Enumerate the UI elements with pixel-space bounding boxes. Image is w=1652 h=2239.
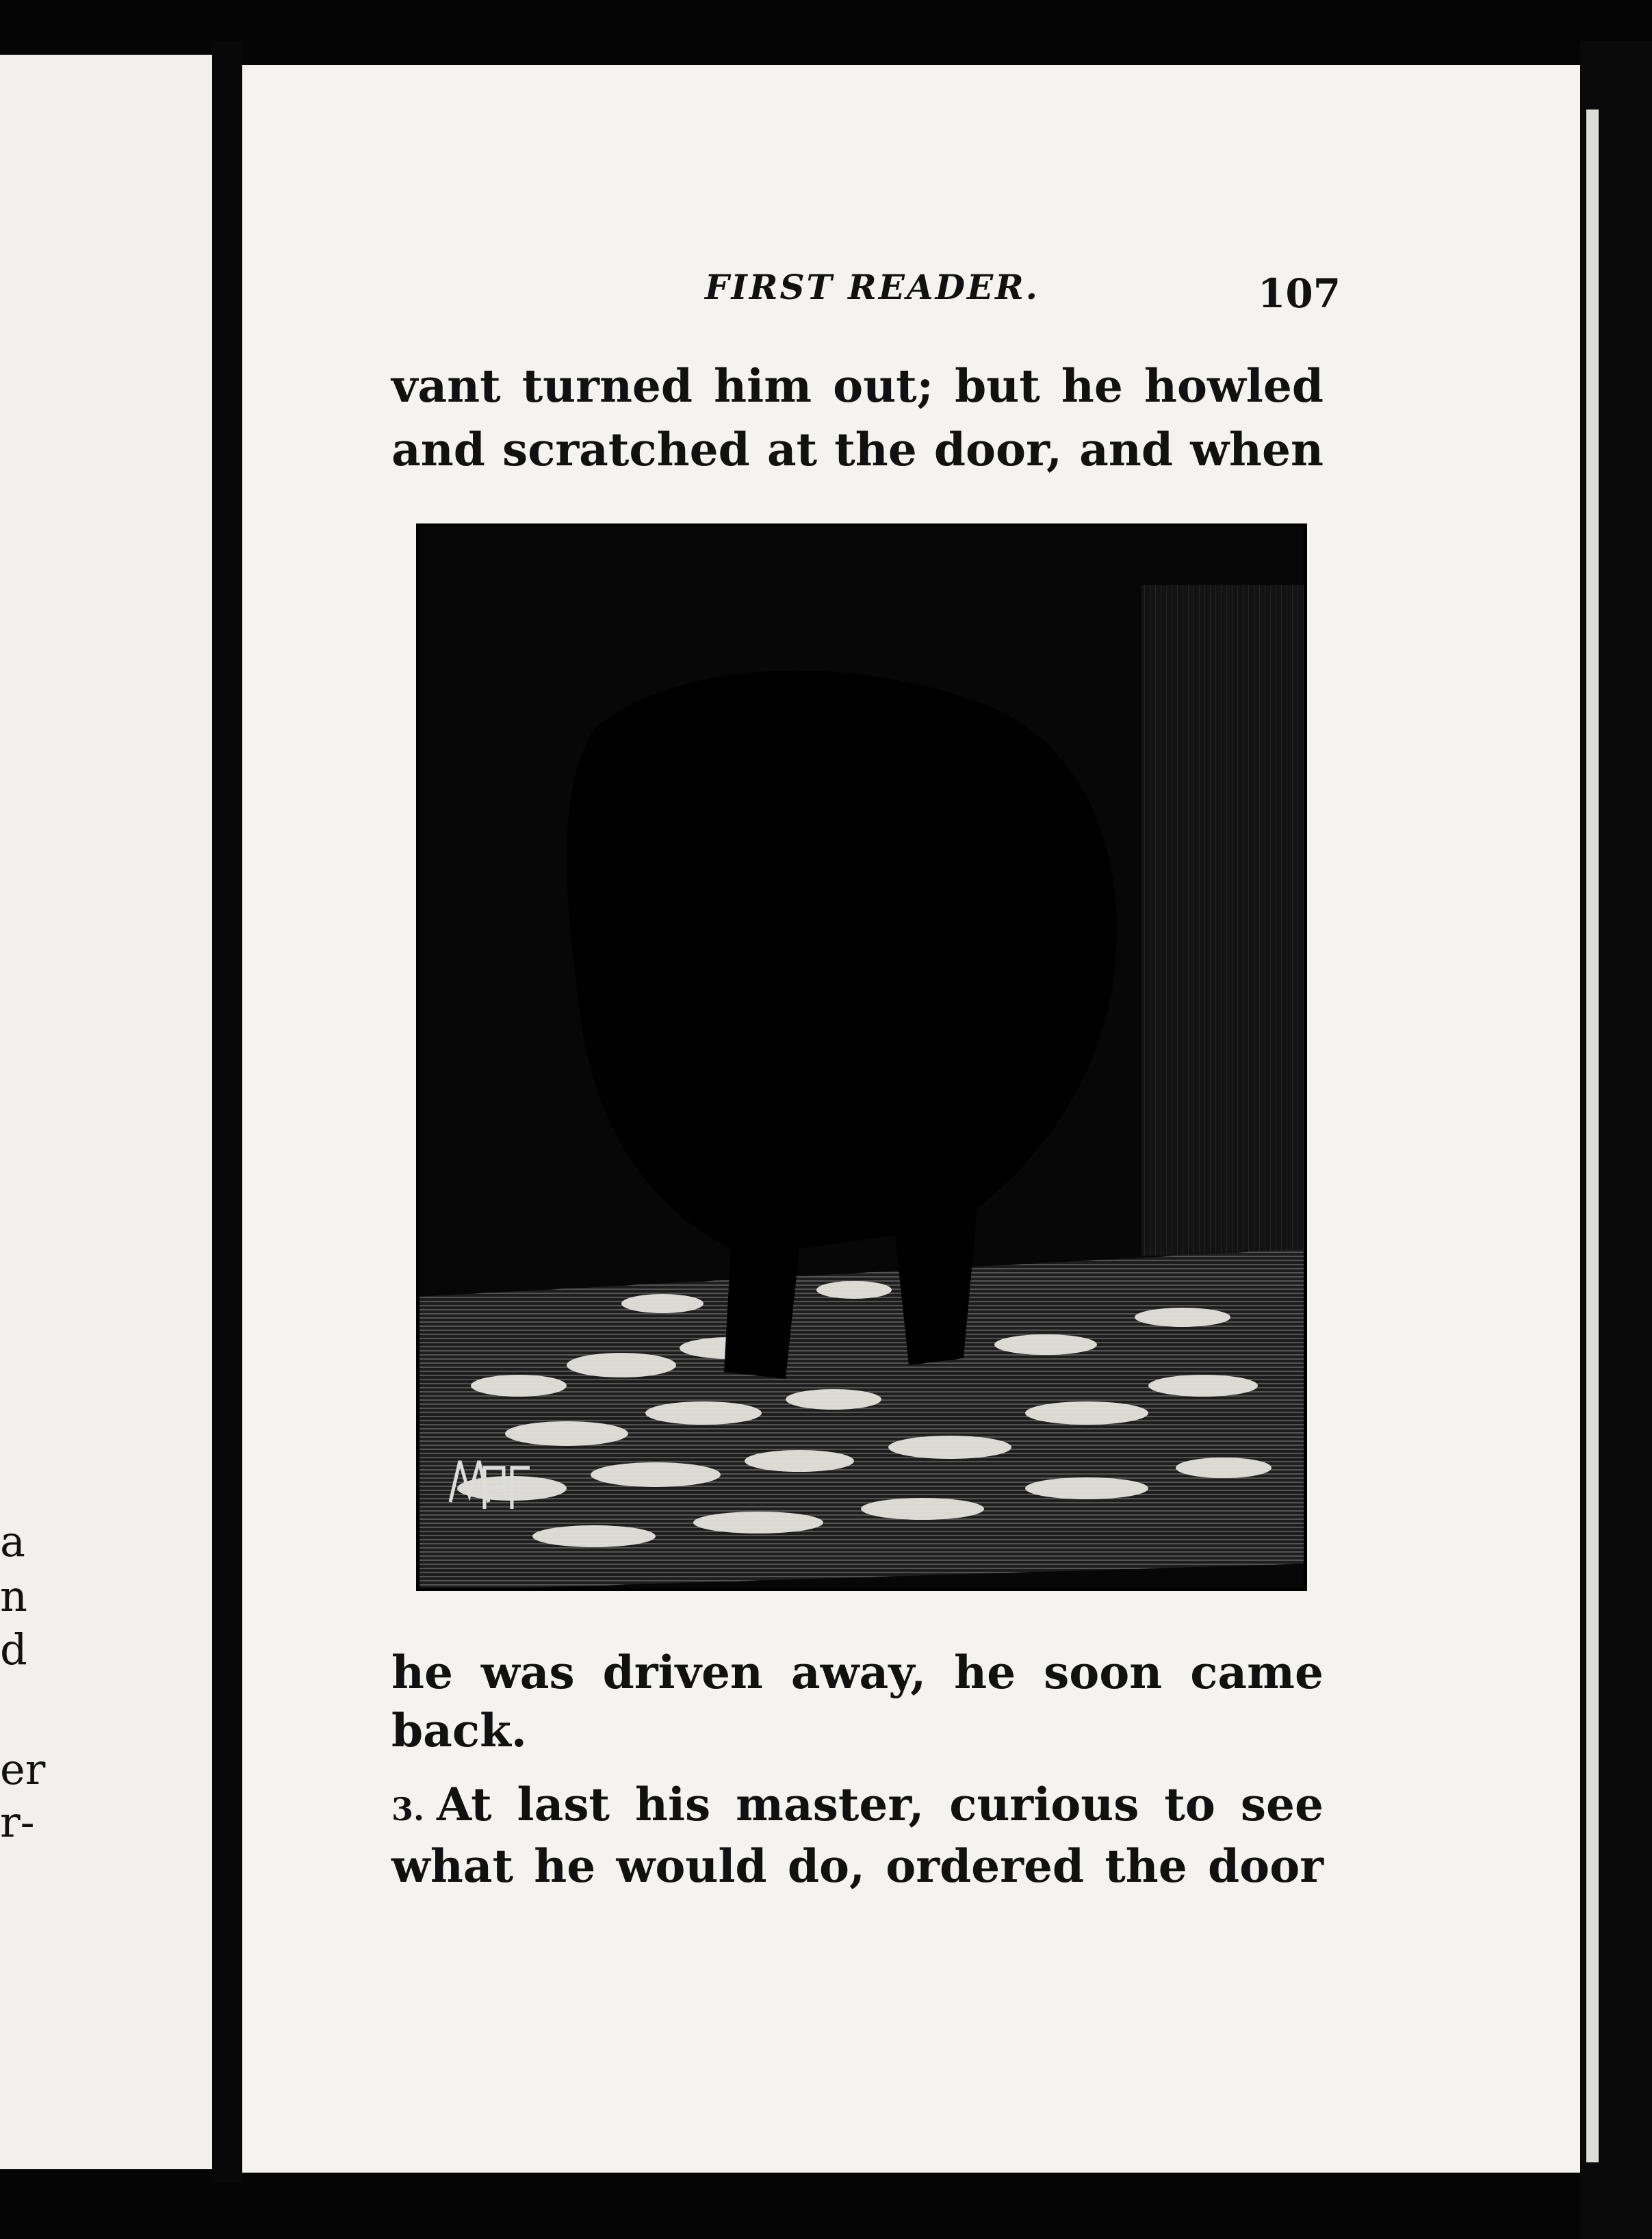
left-text-fragment: r- [0, 1797, 35, 1847]
left-text-fragment: n [0, 1571, 27, 1621]
left-text-fragment: d [0, 1625, 27, 1674]
page-edge-strip [1586, 109, 1599, 2162]
left-text-fragment: er [0, 1744, 46, 1794]
dog-illustration [416, 523, 1307, 1591]
previous-page-fragment [0, 55, 212, 2169]
text-line: what he would do, ordered the door [391, 1839, 1324, 1893]
text-line: At last his master, curious to see [437, 1778, 1324, 1831]
text-line: back. [391, 1704, 527, 1757]
book-gutter [212, 41, 242, 2183]
paragraph-number: 3. [391, 1791, 425, 1828]
left-text-fragment: a [0, 1516, 25, 1566]
text-line: he was driven away, he soon came [391, 1646, 1324, 1699]
running-header: FIRST READER. [705, 267, 1040, 307]
page-number: 107 [1258, 270, 1341, 317]
text-line: vant turned him out; but he howled [391, 359, 1324, 413]
wall-hatching [1141, 585, 1307, 1256]
text-line: and scratched at the door, and when [391, 423, 1324, 476]
paragraph-first-line [391, 1778, 1324, 1831]
